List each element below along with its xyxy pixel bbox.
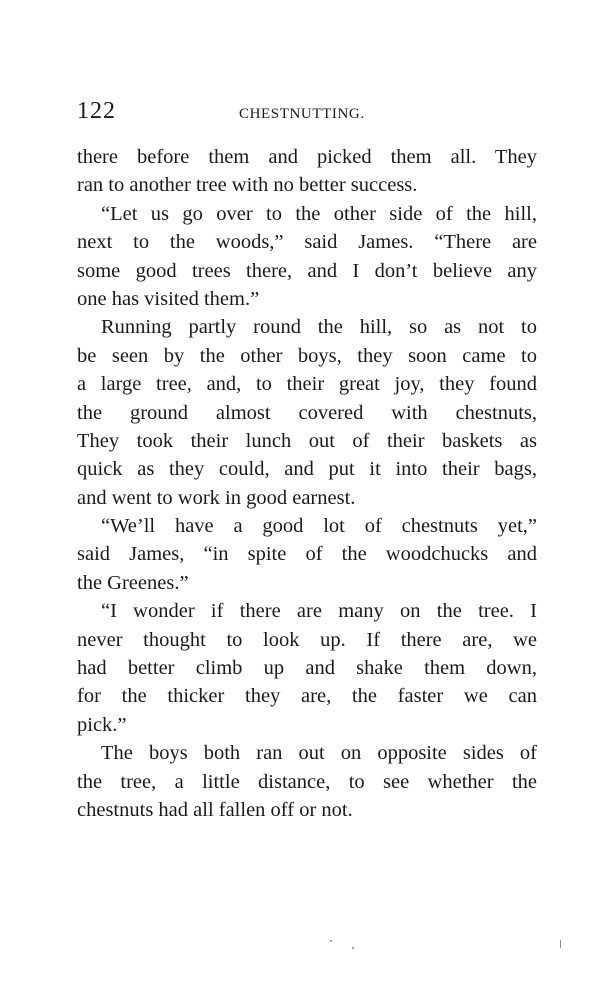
- text-line: never thought to look up. If there are, we: [77, 628, 537, 651]
- text-line: chestnuts had all fallen off or not.: [77, 798, 353, 821]
- paragraph: [77, 200, 537, 314]
- body-text: [77, 143, 537, 824]
- paragraph: [77, 512, 537, 597]
- text-line: They took their lunch out of their baskets as: [77, 429, 537, 452]
- text-line: pick.”: [77, 713, 127, 736]
- text-line: had better climb up and shake them down,: [77, 657, 537, 680]
- text-line: a large tree, and, to their great joy, they found: [77, 373, 537, 396]
- text-line: The boys both ran out on opposite sides of: [101, 742, 537, 765]
- text-line: there before them and picked them all. They: [77, 146, 537, 168]
- text-line: “We’ll have a good lot of chestnuts yet,”: [101, 515, 537, 538]
- text-line: the tree, a little distance, to see whether the: [77, 770, 537, 793]
- text-line: “I wonder if there are many on the tree. I: [101, 600, 537, 623]
- text-line: some good trees there, and I don’t believe any: [77, 259, 537, 282]
- print-speck: [560, 940, 561, 948]
- running-head: [77, 98, 537, 128]
- text-line: said James, “in spite of the woodchucks and: [77, 543, 537, 566]
- paragraph: [77, 313, 537, 512]
- text-line: the ground almost covered with chestnuts,: [77, 401, 537, 424]
- text-line: for the thicker they are, the faster we can: [77, 685, 537, 708]
- page-number: 122: [77, 98, 116, 124]
- text-line: Running partly round the hill, so as not to: [101, 316, 537, 339]
- text-line: quick as they could, and put it into their bags,: [77, 458, 537, 481]
- text-line: “Let us go over to the other side of the hill,: [101, 202, 537, 225]
- text-line: ran to another tree with no better success.: [77, 174, 418, 197]
- text-line: the Greenes.”: [77, 571, 189, 594]
- text-line: one has visited them.”: [77, 287, 260, 310]
- text-line: be seen by the other boys, they soon came to: [77, 344, 537, 367]
- print-speck: [330, 940, 332, 942]
- print-speck: [352, 947, 354, 949]
- text-line: next to the woods,” said James. “There are: [77, 231, 537, 254]
- paragraph: [77, 143, 537, 200]
- paragraph: [77, 597, 537, 739]
- text-line: and went to work in good earnest.: [77, 486, 356, 509]
- chapter-title: CHESTNUTTING.: [239, 106, 365, 122]
- paragraph: [77, 739, 537, 824]
